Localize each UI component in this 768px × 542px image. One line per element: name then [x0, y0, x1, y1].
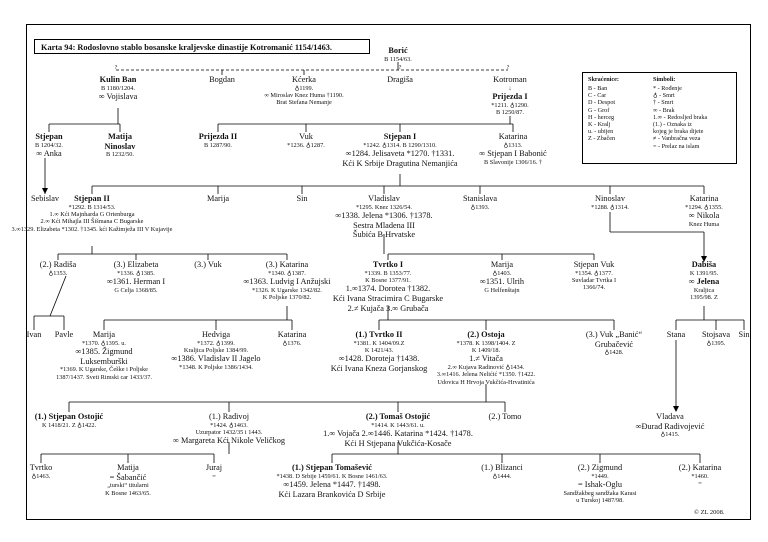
person-stjepanvuk-line: 1366/74.: [582, 284, 606, 292]
person-matija2-line: = Šabančić: [109, 472, 147, 482]
person-dabisa-line: Dabiša: [691, 260, 717, 269]
person-kocerka-line: ♁1199.: [294, 84, 314, 92]
person-marija2-line: ∞1351. Ulrih: [479, 277, 525, 286]
person-boric-line: Borić: [388, 46, 408, 55]
person-stjepanostojic-line: (1.) Stjepan Ostojić: [34, 412, 104, 421]
person-vladislav-line: *1295. Knez 1326/54.: [356, 203, 412, 211]
person-hedviga: [171, 330, 260, 371]
person-stjepantomasevic-line: (1.) Stjepan Tomašević: [292, 463, 372, 472]
person-tvrtko1-line: Tvrtko I: [372, 260, 404, 269]
person-kotroman-line: *1211. ♁1290.: [491, 101, 529, 109]
person-katarina5: [679, 463, 721, 487]
map-title: Karta 94: Rodoslovno stablo bosanske kraljevske dinastije Kotromanić 1154/1463.: [34, 39, 370, 54]
person-zigmund2: [563, 463, 636, 504]
person-zigmund2-line: Sandžakbeg sandžaka Karasi: [563, 489, 637, 497]
person-vladislav-line: Vladislav: [368, 194, 400, 203]
person-katarina4-line: ♁1376.: [282, 339, 302, 347]
person-tvrtko2-line: Kći Ivana Kneza Gorjanskog: [330, 364, 428, 373]
person-stjepanvuk-line: Suvladar Tvrtka I: [571, 277, 617, 284]
person-kotroman-line: ↓: [508, 84, 512, 92]
person-kulin-line: Kulin Ban: [99, 75, 137, 84]
person-bogdan-line: Bogdan: [209, 75, 235, 84]
person-q1-line: ?: [114, 64, 118, 71]
legend-sym-item: ♁ - Smrt: [653, 92, 675, 100]
person-boric: [384, 46, 412, 63]
person-zigmund2-line: u Turskoj 1487/98.: [576, 497, 624, 504]
legend-sym-item: 1.∞ - Redosljed braka: [653, 113, 708, 121]
person-stjepanII: [12, 194, 173, 233]
person-stjepan1-line: B 1204/32.: [35, 141, 63, 149]
person-matija2: [105, 463, 151, 497]
person-prijezda2-line: Prijezda II: [198, 132, 238, 141]
person-stojsava: [702, 330, 730, 347]
person-stjepantomasevic-line: *1438. D Srbije 1459/61. K Bosne 1461/63.: [276, 472, 388, 480]
person-kotroman-line: Kotroman: [493, 75, 527, 84]
person-marija3-line: ∞1385. Žigmund: [75, 347, 133, 356]
person-radisa-line: (2.) Radiša: [39, 260, 77, 269]
person-ostoja-line: 1.≠ Vitača: [469, 354, 503, 364]
person-vladislav-line: Šubića B Hrvatske: [352, 230, 416, 240]
person-ostoja-line: 3.∞1416. Jelena Nelićić *1350. †1422.: [436, 371, 536, 379]
person-stjepanI: [342, 132, 457, 168]
person-marija3: [56, 330, 152, 381]
person-kulin-line: B 1180/1204.: [100, 84, 136, 92]
person-tomas: [323, 412, 473, 448]
person-vladava: [636, 412, 705, 439]
person-marija1: [207, 194, 229, 204]
legend-abbr-item: K - Kralj: [588, 121, 611, 129]
person-katarina4-line: Katarina: [277, 330, 307, 339]
person-marija2-line: Marija: [490, 260, 514, 269]
person-stojsava-line: ♁1395.: [706, 339, 726, 347]
person-marija3-line: Luksemburški: [80, 356, 128, 366]
person-ostoja-line: 2.∞ Kujava Radinović ♁1434.: [447, 364, 525, 371]
person-radivoj-line: (1.) Radivoj: [208, 412, 250, 421]
person-kotroman: [491, 75, 528, 116]
person-vukbanic-line: Grubačević: [594, 339, 634, 349]
person-katarina1-line: Katarina: [498, 132, 528, 141]
person-elizabeta-line: *1336. ♁1385.: [117, 269, 155, 277]
person-radivoj-line: *1424. ♁1463.: [210, 421, 248, 429]
person-matija2-line: Matija: [117, 463, 139, 472]
person-tvrtko1-line: Kći Ivana Stracimira C Bugarske: [332, 294, 444, 303]
person-katarina5-line: *1460.: [691, 472, 709, 480]
person-katarina3-line: K Poljske 1370/82.: [262, 294, 312, 301]
legend-abbr-list: [588, 85, 615, 143]
legend-abbr-heading: Skraćenice:: [588, 76, 619, 83]
person-vuk-line: Vuk: [299, 132, 313, 141]
person-vladislav: [335, 194, 432, 240]
person-marija2-line: ♁1403.: [492, 269, 512, 277]
person-q3-line: ?: [506, 64, 510, 71]
person-vukbanic-line: (3.) Vuk „Banić“: [585, 330, 643, 339]
person-katarina1-line: ♁1313.: [503, 141, 523, 149]
person-elizabeta: [107, 260, 165, 294]
person-vuk: [287, 132, 325, 149]
person-kocerka: [264, 75, 343, 107]
person-elizabeta-line: G Celja 1368/85.: [114, 286, 158, 294]
person-vuk-line: *1236. ♁1287.: [287, 141, 325, 149]
person-dragisa-line: Dragiša: [387, 75, 413, 84]
person-ostoja-line: *1378. K 1398/1404. Z: [456, 339, 516, 347]
person-tomas-line: 1.∞ Vojača 2.∞1446. Katarina *1424. †1478.: [323, 429, 473, 438]
person-stojsava-line: Stojsava: [701, 330, 731, 339]
person-tvrtko3: [30, 463, 53, 480]
person-dragisa: [387, 75, 413, 85]
person-prijezda2-line: B 1287/90.: [203, 141, 232, 149]
person-stana: [667, 330, 685, 340]
person-q1: [115, 64, 118, 71]
person-sin1-line: Sin: [296, 194, 308, 203]
person-stjepanII-line: 1.∞ Kći Majnharda G Ortenburga: [49, 211, 135, 218]
person-tvrtko1-line: 1.∞1374. Dorotea †1382.: [345, 284, 431, 294]
person-dabisa-line: ∞ Jelena: [688, 277, 720, 286]
person-kotroman-line: B 1250/87.: [496, 109, 524, 116]
person-marija2-line: G Helfenštajn: [484, 286, 520, 294]
person-tvrtko3-line: Tvrtko: [29, 463, 53, 472]
person-ninoslav-line: Ninoslav: [595, 194, 625, 203]
person-kotroman-line: Prijezda I: [492, 92, 528, 101]
copyright: © ZL 2008.: [694, 509, 725, 516]
person-tvrtko2-line: *1381. K 1404/09.Z: [353, 339, 405, 347]
person-katarina3-line: ∞1363. Ludvig I Anžujski: [243, 277, 331, 286]
person-katarina2-line: ∞ Nikola: [688, 211, 720, 220]
person-dabisa-line: 1395/98. Z: [690, 294, 718, 301]
person-marija3-line: *1370. ♁1395. u.: [82, 339, 126, 347]
person-katarina2-line: Katarina: [689, 194, 719, 203]
legend-sym-item: = - Prelaz na islam: [653, 142, 700, 150]
person-tvrtko1-line: K Bosne 1377/91.: [365, 277, 411, 284]
person-hedviga-line: *1372. ♁1399.: [197, 339, 235, 347]
person-matija-line: Matija: [108, 132, 132, 141]
person-hedviga-line: Kraljica Poljske 1384/99.: [183, 347, 249, 354]
person-vladislav-line: Sestra Mladena III: [353, 220, 415, 230]
person-stanislava: [463, 194, 497, 211]
person-prijezda2: [199, 132, 237, 149]
person-radisa-line: ♁1353.: [48, 269, 68, 277]
person-stjepanII-line: 3.∞1329. Elizabeta *1302. †1345. kći Kažimježa III V Kujavije: [11, 225, 173, 233]
person-stjepanI-line: Stjepan I: [383, 132, 417, 141]
person-stjepan1: [35, 132, 63, 159]
person-katarina3: [243, 260, 330, 301]
person-sin2: [738, 330, 749, 340]
person-stjepanvuk-line: Stjepan Vuk: [573, 260, 615, 269]
person-stjepantomasevic-line: Kći Lazara Brankovića D Srbije: [278, 489, 386, 499]
person-stanislava-line: Stanislava: [462, 194, 498, 203]
person-hedviga-line: Hedviga: [201, 330, 231, 339]
legend-sym-item: ≠ - Vanbračna veza: [653, 135, 701, 143]
person-matija2-line: „turski“ titularni: [107, 482, 149, 490]
person-matija-line: Ninoslav: [104, 141, 136, 151]
legend-sym-item: kojeg je braka dijete: [653, 128, 704, 136]
person-katarina5-line: =: [698, 480, 702, 487]
person-vladava-line: ♁1415.: [660, 431, 680, 439]
person-tomas-line: (2.) Tomaš Ostojić: [365, 412, 431, 421]
person-tomas-line: *1414. K 1443/61. u.: [371, 421, 425, 429]
person-ostoja: [437, 330, 535, 386]
legend-abbr-item: H - herceg: [588, 113, 615, 121]
person-katarina1-line: B Slavonije 1306/16. †: [483, 158, 543, 166]
person-kulin-line: ∞ Vojislava: [98, 92, 138, 101]
person-ostoja-line: (2.) Ostoja: [467, 330, 505, 339]
person-stjepanostojic: [35, 412, 103, 429]
person-tvrtko1-line: *1339. B 1353/77.: [364, 269, 412, 277]
person-sebislav-line: Sebislav: [30, 194, 60, 203]
person-dabisa: [689, 260, 720, 301]
person-sin2-line: Sin: [738, 330, 750, 339]
person-elizabeta-line: ∞1361. Herman I: [106, 277, 166, 286]
person-elizabeta-line: (3.) Elizabeta: [113, 260, 159, 269]
person-stjepanI-line: Kći K Srbije Dragutina Nemanjića: [342, 158, 458, 168]
legend-box: [582, 72, 737, 164]
person-marija2: [480, 260, 524, 294]
person-stjepan1-line: Stjepan: [35, 132, 63, 141]
person-vladava-line: Vladava: [656, 412, 684, 421]
person-tvrtko2-line: K 1421/43.: [364, 347, 394, 354]
person-katarina4: [278, 330, 307, 347]
person-tvrtko2-line: (1.) Tvrtko II: [355, 330, 403, 339]
person-matija2-line: K Bosne 1463/65.: [105, 489, 151, 497]
person-katarina3-line: *1326. K Ugarske 1342/82.: [252, 286, 322, 294]
person-tvrtko2-line: ∞1428. Doroteja †1438.: [338, 354, 420, 364]
person-ninoslav: [591, 194, 629, 211]
person-matija-line: B 1232/50.: [105, 151, 134, 159]
person-kocerka-line: ∞ Miroslav Knez Huma †1190.: [264, 92, 344, 99]
person-katarina2-line: *1294. ♁1355.: [685, 203, 723, 211]
person-tvrtko3-line: ♁1463.: [31, 472, 51, 480]
person-blizanci-line: ♁1444.: [492, 472, 512, 480]
person-stjepanvuk-line: *1354. ♁1377.: [575, 269, 613, 277]
person-kocerka-line: Kćerka: [292, 75, 316, 84]
person-radivoj: [173, 412, 285, 446]
legend-sym-item: * - Rođenje: [653, 85, 682, 92]
person-zigmund2-line: = Ishak-Oglu: [577, 480, 623, 489]
person-marija3-line: *1369. K Ugarske, Češke i Poljske: [60, 366, 148, 374]
person-marija3-line: 1387/1437. Sveti Rimski car 1433/37.: [56, 373, 152, 381]
person-tomas-line: Kći H Stjepana Vukčića-Kosače: [344, 438, 452, 448]
person-stjepanostojic-line: K 1418/21. Z ♁1422.: [41, 421, 97, 429]
person-stjepanII-line: Stjepan II: [74, 194, 110, 203]
person-katarina1-line: ∞ Stjepan I Babonić: [479, 149, 547, 158]
legend-sym-item: † - Smrt: [653, 99, 674, 107]
person-vukbanic-line: ♁1428.: [604, 349, 624, 357]
person-vladislav-line: ∞1338. Jelena *1306. †1378.: [335, 211, 433, 220]
person-q2: [399, 64, 402, 71]
person-ivan: [27, 330, 42, 340]
person-vuk3: [194, 260, 221, 270]
person-stjepanII-line: 2.∞ Kći Mihajla III Šišmana C Bugarske: [40, 218, 144, 226]
person-pavle-line: Pavle: [54, 330, 74, 339]
legend-abbr-item: Z - Zbačen: [588, 135, 616, 143]
person-zigmund2-line: (2.) Zigmund: [577, 463, 623, 472]
legend-abbr-item: C - Car: [588, 92, 607, 100]
person-stanislava-line: ♁1393.: [470, 203, 490, 211]
person-boric-line: B 1154/63.: [384, 55, 412, 63]
person-juraj-line: =: [212, 472, 216, 480]
person-tomo: [489, 412, 522, 422]
person-stjepanI-line: *1242. ♁1314. B 1290/1310.: [363, 141, 437, 149]
person-ninoslav-line: *1288. ♁1314.: [591, 203, 629, 211]
person-tvrtko1: [333, 260, 443, 313]
person-matija: [105, 132, 136, 159]
person-katarina3-line: (3.) Katarina: [265, 260, 309, 269]
person-stana-line: Stana: [666, 330, 686, 339]
person-kocerka-line: Brat Stefana Nemanje: [276, 99, 332, 107]
person-radivoj-line: ∞ Margareta Kći Nikole Veličkog: [172, 436, 286, 446]
person-stjepanII-line: *1292. B 1314/53.: [68, 203, 116, 211]
person-ostoja-line: K 1409/18.: [471, 347, 501, 354]
person-katarina2-line: Knez Huma: [688, 220, 720, 228]
person-vladava-line: ∞Đurađ Radivojević: [635, 421, 705, 431]
person-blizanci-line: (1.) Blizanci: [481, 463, 523, 472]
person-kulin: [99, 75, 138, 102]
person-dabisa-line: K 1391/95.: [689, 269, 719, 277]
legend-abbr-item: G - Grof: [588, 106, 610, 114]
person-bogdan: [209, 75, 235, 85]
person-stjepantomasevic: [276, 463, 387, 499]
person-tvrtko1-line: 2.≠ Kujača 3.∞ Grubača: [347, 303, 429, 313]
person-stjepan1-line: ∞ Anka: [36, 149, 62, 158]
person-hedviga-line: ∞1386. Vladislav II Jagelo: [171, 354, 261, 364]
person-dabisa-line: Kraljica: [693, 286, 715, 294]
legend-sym-item: (1.) - Oznaka iz: [653, 121, 692, 129]
person-ostoja-line: Udovica H Hrvoja Vukčića-Hrvatinića: [437, 378, 535, 386]
person-radisa: [40, 260, 76, 277]
legend-sym-item: ∞ - Brak: [653, 106, 675, 114]
person-tvrtko2: [331, 330, 428, 374]
person-hedviga-line: *1348. K Poljske 1386/1434.: [179, 364, 253, 371]
legend-abbr-item: u. - ubijen: [588, 128, 614, 136]
person-marija3-line: Marija: [92, 330, 116, 339]
person-marija1-line: Marija: [206, 194, 230, 203]
person-katarina1: [479, 132, 546, 166]
legend-sym-list: [653, 85, 707, 150]
person-katarina3-line: *1340. ♁1387.: [268, 269, 306, 277]
legend-sym-heading: Simboli:: [653, 76, 676, 83]
person-vukbanic: [586, 330, 642, 357]
legend-abbr-item: B - Ban: [588, 85, 608, 92]
person-vuk3-line: (3.) Vuk: [194, 260, 222, 269]
person-q3: [507, 64, 510, 71]
person-ivan-line: Ivan: [26, 330, 42, 339]
person-tomo-line: (2.) Tomo: [488, 412, 522, 421]
person-stjepantomasevic-line: ∞1459. Jelena *1447. †1498.: [283, 480, 381, 489]
person-juraj: [206, 463, 222, 480]
person-sin1: [296, 194, 307, 204]
legend-abbr-item: D - Despot: [588, 99, 616, 107]
person-q2-line: ?: [398, 64, 402, 71]
person-stjepanvuk: [572, 260, 616, 292]
person-blizanci: [481, 463, 522, 480]
person-zigmund2-line: *1449.: [591, 472, 609, 480]
person-stjepanI-line: ∞1284. Jelisaveta *1270. †1331.: [345, 149, 455, 158]
person-katarina2: [685, 194, 723, 228]
person-katarina5-line: (2.) Katarina: [678, 463, 722, 472]
person-radivoj-line: Uzurpator 1432/35 i 1443.: [195, 429, 263, 436]
person-juraj-line: Juraj: [205, 463, 223, 472]
